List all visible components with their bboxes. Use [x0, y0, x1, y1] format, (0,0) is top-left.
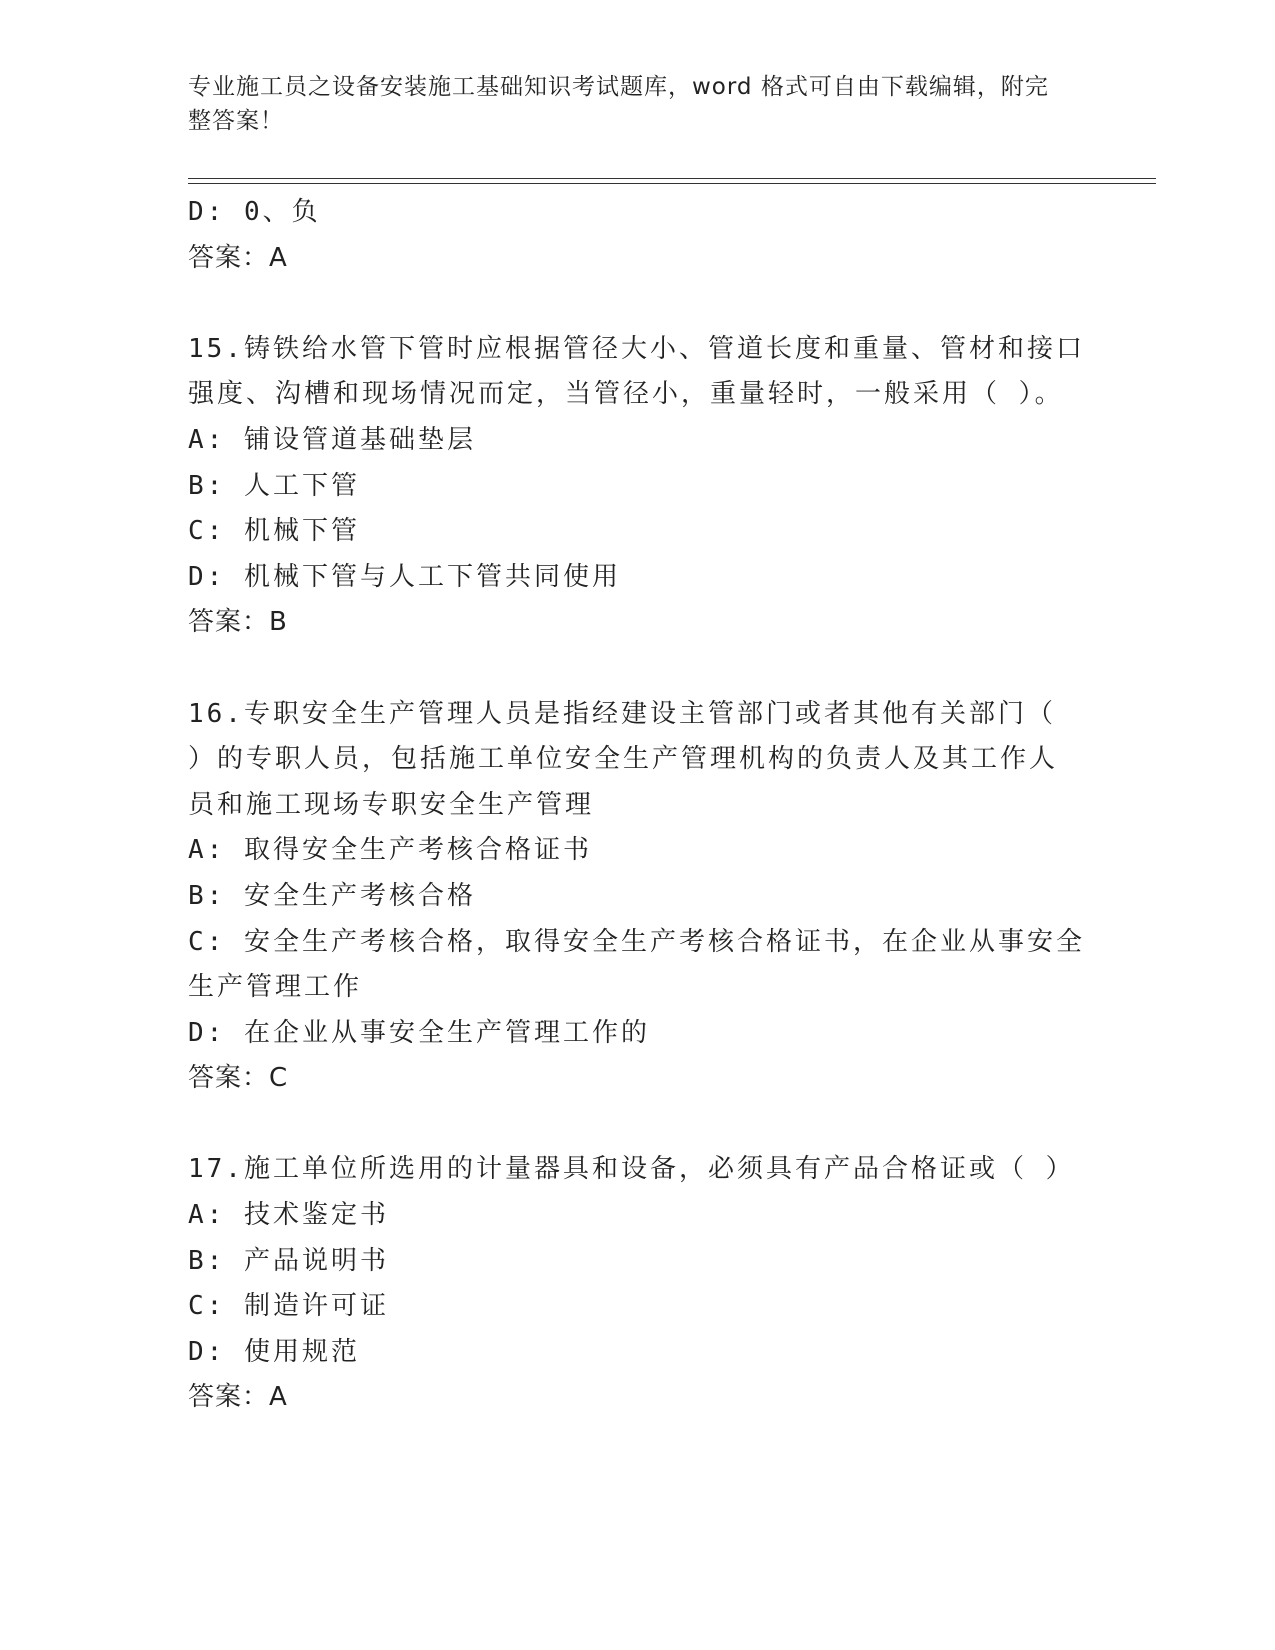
option-c: C: 制造许可证	[188, 1291, 389, 1322]
header-divider-top	[188, 178, 1156, 179]
header-line-1: 专业施工员之设备安装施工基础知识考试题库，word 格式可自由下载编辑，附完	[188, 74, 1049, 100]
spacer	[188, 646, 1088, 692]
question-16	[188, 692, 1088, 1102]
option-c-continued: 生产管理工作	[188, 972, 363, 1003]
option-a: A: 技术鉴定书	[188, 1200, 389, 1231]
question-15	[188, 327, 1088, 646]
option-d: D: 在企业从事安全生产管理工作的	[188, 1017, 650, 1048]
header-divider-bottom	[188, 183, 1156, 184]
option-a: A: 取得安全生产考核合格证书	[188, 835, 592, 866]
question-stem: 15.铸铁给水管下管时应根据管径大小、管道长度和重量、管材和接口	[188, 333, 1085, 364]
option-d: D: 机械下管与人工下管共同使用	[188, 561, 621, 592]
answer-label: 答案：A	[188, 1382, 288, 1413]
answer-label: 答案：C	[188, 1063, 289, 1094]
question-17	[188, 1147, 1088, 1421]
question-content	[188, 190, 1088, 1421]
answer-label: 答案：B	[188, 607, 288, 638]
document-header	[188, 70, 1088, 138]
option-b: B: 人工下管	[188, 470, 360, 501]
header-line-2: 整答案！	[188, 108, 284, 134]
question-stem: 强度、沟槽和现场情况而定，当管径小，重量轻时，一般采用（ ）。	[188, 379, 1064, 410]
question-stem: 17.施工单位所选用的计量器具和设备，必须具有产品合格证或（ ）	[188, 1154, 1075, 1185]
option-d: D: 使用规范	[188, 1336, 360, 1367]
question-stem: ）的专职人员，包括施工单位安全生产管理机构的负责人及其工作人	[188, 744, 1059, 775]
option-c: C: 机械下管	[188, 516, 360, 547]
option-d: D: 0、负	[188, 197, 321, 227]
answer-label: 答案：A	[188, 242, 288, 273]
option-c: C: 安全生产考核合格，取得安全生产考核合格证书，在企业从事安全	[188, 926, 1085, 957]
previous-question-tail	[188, 190, 1088, 281]
spacer	[188, 281, 1088, 327]
option-a: A: 铺设管道基础垫层	[188, 424, 476, 455]
option-b: B: 安全生产考核合格	[188, 880, 476, 911]
option-b: B: 产品说明书	[188, 1245, 389, 1276]
spacer	[188, 1102, 1088, 1148]
question-stem: 16.专职安全生产管理人员是指经建设主管部门或者其他有关部门（	[188, 698, 1056, 729]
question-stem: 员和施工现场专职安全生产管理	[188, 789, 595, 820]
